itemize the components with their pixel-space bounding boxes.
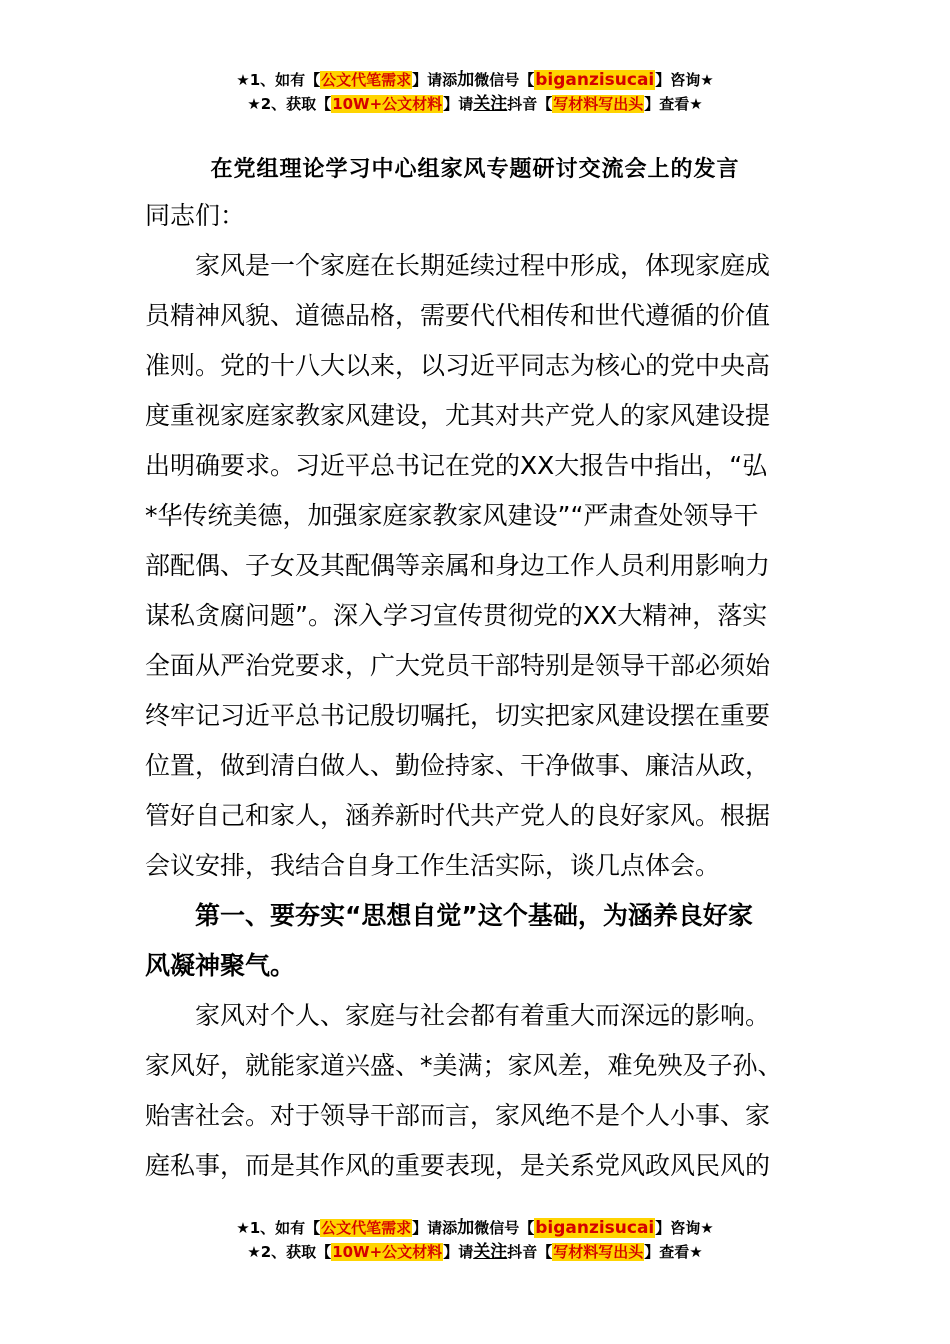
body-line: 谋私贪腐问题”。深入学习宣传贯彻党的XX大精神，落实 xyxy=(145,601,768,630)
body-line: 位置，做到清白做人、勤俭持家、干净做事、廉洁从政， xyxy=(145,751,771,780)
body-line: 终牢记习近平总书记殷切嘱托，切实把家风建设摆在重要 xyxy=(145,701,771,730)
promo-text: ★2、获取【 xyxy=(247,95,332,113)
promo-highlight: 写材料写出头 xyxy=(553,1243,644,1261)
promo-text: ★1、如有【 xyxy=(236,1219,321,1237)
section-heading-line: 第一、要夯实“思想自觉”这个基础，为涵养良好家 xyxy=(195,901,753,930)
body-line: 家风好，就能家道兴盛、*美满；家风差，难免殃及子孙、 xyxy=(145,1051,783,1080)
promo-text: 】咨询★ xyxy=(655,1219,714,1237)
body-line: 准则。党的十八大以来，以习近平同志为核心的党中央高 xyxy=(145,351,771,380)
promo-text: 加 xyxy=(457,1218,475,1238)
promo-wechat-id: biganzisucai xyxy=(535,1218,655,1238)
promo-highlight: 10W+公文材料 xyxy=(332,1243,443,1261)
body-line: 员精神风貌、道德品格，需要代代相传和世代遵循的价值 xyxy=(145,301,771,330)
salutation: 同志们： xyxy=(145,201,246,230)
body-line: 全面从严治党要求，广大党员干部特别是领导干部必须始 xyxy=(145,651,771,680)
body-line: 会议安排，我结合自身工作生活实际，谈几点体会。 xyxy=(145,851,721,880)
promo-banner-bottom xyxy=(0,1216,950,1264)
promo-line-1 xyxy=(0,1216,950,1240)
promo-line-1 xyxy=(0,68,950,92)
promo-text: 微信号【 xyxy=(474,1219,535,1237)
promo-banner-top xyxy=(0,68,950,116)
body-line: 部配偶、子女及其配偶等亲属和身边工作人员利用影响力 xyxy=(145,551,771,580)
promo-text: ★1、如有【 xyxy=(236,71,321,89)
body-line: 贻害社会。对于领导干部而言，家风绝不是个人小事、家 xyxy=(145,1101,771,1130)
promo-text: 】查看★ xyxy=(644,95,703,113)
section-heading-line: 风凝神聚气。 xyxy=(145,951,296,980)
promo-highlight: 公文代笔需求 xyxy=(321,1219,412,1237)
promo-text: 微信号【 xyxy=(474,71,535,89)
promo-highlight: 公文代笔需求 xyxy=(321,71,412,89)
promo-text: 】请添 xyxy=(412,71,458,89)
promo-text: 】查看★ xyxy=(644,1243,703,1261)
promo-text: 】请 xyxy=(443,95,474,113)
promo-highlight: 写材料写出头 xyxy=(553,95,644,113)
body-line: 家风是一个家庭在长期延续过程中形成，体现家庭成 xyxy=(195,251,771,280)
promo-highlight: 10W+公文材料 xyxy=(332,95,443,113)
promo-line-2 xyxy=(0,92,950,116)
body-line: 家风对个人、家庭与社会都有着重大而深远的影响。 xyxy=(195,1001,771,1030)
promo-text: 】请添 xyxy=(412,1219,458,1237)
promo-wechat-id: biganzisucai xyxy=(535,70,655,90)
document-body xyxy=(145,191,807,1191)
body-line: 出明确要求。习近平总书记在党的XX大报告中指出，“弘 xyxy=(145,451,768,480)
promo-text: 加 xyxy=(457,70,475,90)
body-line: 庭私事，而是其作风的重要表现，是关系党风政风民风的 xyxy=(145,1151,771,1180)
promo-text: 关注 xyxy=(473,1242,508,1262)
promo-text: 抖音【 xyxy=(507,1243,553,1261)
promo-text: 】咨询★ xyxy=(655,71,714,89)
body-line: 管好自己和家人，涵养新时代共产党人的良好家风。根据 xyxy=(145,801,771,830)
document-title: 在党组理论学习中心组家风专题研讨交流会上的发言 xyxy=(210,157,740,182)
promo-text: 】请 xyxy=(443,1243,474,1261)
promo-text: ★2、获取【 xyxy=(247,1243,332,1261)
body-line: *华传统美德，加强家庭家教家风建设”“严肃查处领导干 xyxy=(145,501,759,530)
promo-line-2 xyxy=(0,1240,950,1264)
promo-text: 抖音【 xyxy=(507,95,553,113)
promo-text: 关注 xyxy=(473,94,508,114)
body-line: 度重视家庭家教家风建设，尤其对共产党人的家风建设提 xyxy=(145,401,771,430)
